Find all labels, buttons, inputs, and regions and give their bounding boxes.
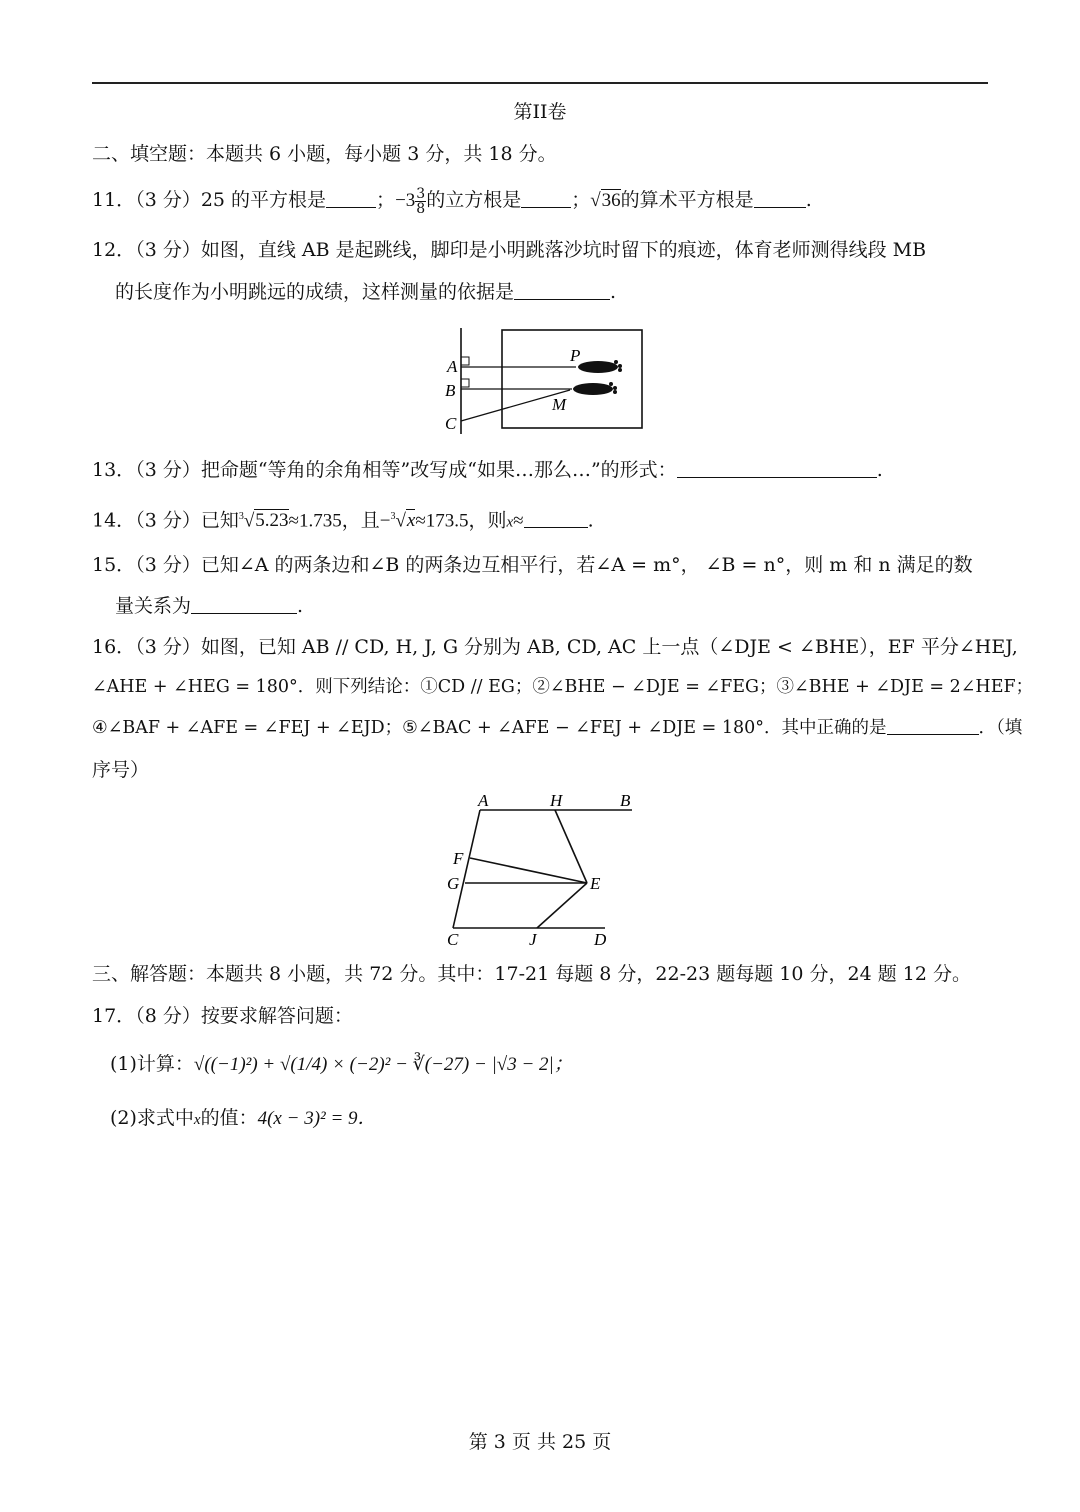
q14-number: 14． <box>92 509 136 532</box>
sand-pit <box>502 330 642 428</box>
q12-end: . <box>610 281 617 303</box>
q14-text-1: 已知 <box>200 509 239 532</box>
fig12-label-b: B <box>445 381 456 400</box>
q17-sub2-text: 的值： <box>200 1107 258 1129</box>
q14-root2-sign-icon: √ <box>395 510 406 532</box>
q13-score: （3 分） <box>135 459 201 481</box>
q11-score: （3 分） <box>135 189 201 211</box>
question-16-line-4: 序号） <box>92 759 150 781</box>
q12-score: （3 分） <box>135 239 201 261</box>
top-rule <box>92 82 988 84</box>
q11-blank-2[interactable] <box>521 189 571 208</box>
q13-end: . <box>876 459 883 481</box>
q17-sub1 <box>110 1050 573 1079</box>
q11-blank-3[interactable] <box>754 189 806 208</box>
q14-text-2: ≈1.735，且− <box>288 510 391 532</box>
section-title: 第II卷 <box>513 101 567 123</box>
part2-heading: 二、填空题：本题共 6 小题，每小题 3 分，共 18 分。 <box>92 143 557 165</box>
q11-frac-den: 8 <box>416 200 426 217</box>
q14-var: x <box>506 514 514 531</box>
q17-sub2-var: x <box>193 1112 201 1128</box>
question-15-line-1 <box>92 551 973 579</box>
part3-heading: 三、解答题：本题共 8 小题，共 72 分。其中：17-21 每题 8 分，22-23 题每题 10 分，24 题 12 分。 <box>92 963 971 985</box>
q12-text-1: 如图，直线 AB 是起跳线，脚印是小明跳落沙坑时留下的痕迹，体育老师测得线段 MB <box>200 239 927 261</box>
q17-number: 17． <box>92 1005 136 1027</box>
fig12-label-a: A <box>447 357 458 376</box>
q13-number: 13． <box>92 459 136 481</box>
fig12-label-m: M <box>552 395 567 414</box>
q12-blank[interactable] <box>514 281 610 300</box>
fig16-label-h: H <box>550 791 563 810</box>
q15-blank[interactable] <box>191 595 297 614</box>
question-16-line-3 <box>92 714 1022 742</box>
fig16-label-a: A <box>478 791 489 810</box>
q14-end: . <box>587 509 594 532</box>
q11-sep-2: ； <box>571 189 591 211</box>
fig16-label-d: D <box>594 930 607 949</box>
q15-text-1: 已知∠A 的两条边和∠B 的两条边互相平行，若∠A = m°， ∠B = n°，则 m 和 n 满足的数 <box>200 554 973 576</box>
footprint-lower-icon <box>573 382 617 395</box>
question-11 <box>92 186 812 216</box>
q15-end: . <box>297 595 304 617</box>
q13-text: 把命题“等角的余角相等”改写成“如果…那么…”的形式： <box>200 459 677 481</box>
q14-root2-index: 3 <box>390 511 396 522</box>
q15-number: 15． <box>92 554 136 576</box>
segment-ac <box>453 810 480 928</box>
fig12-label-c: C <box>445 414 457 433</box>
right-angle-mark-a <box>461 357 469 365</box>
q12-number: 12． <box>92 239 136 261</box>
q13-blank[interactable] <box>677 459 877 478</box>
q11-frac-num: 3 <box>416 185 426 202</box>
q17-sub1-expression: √((−1)²) + √(1/4) × (−2)² − ∛(−27) − |√3 − 2|； <box>193 1054 573 1075</box>
q11-text-1: 25 的平方根是 <box>200 189 327 211</box>
figure-long-jump <box>436 322 650 438</box>
q14-root1-index: 3 <box>238 511 244 522</box>
q11-sqrt-sign: √ <box>590 190 601 211</box>
question-14 <box>92 503 594 536</box>
figure-parallel-lines <box>440 786 640 952</box>
q17-sub2 <box>110 1104 377 1134</box>
fig16-label-j: J <box>529 930 537 949</box>
q14-root1-value: 5.23 <box>255 510 289 532</box>
segment-je <box>537 883 587 928</box>
q14-text-3: ≈173.5，则 <box>415 510 507 532</box>
segment-fe <box>470 858 587 883</box>
q16-blank[interactable] <box>887 716 979 735</box>
question-16-line-1 <box>92 633 1018 661</box>
q14-blank[interactable] <box>524 509 588 528</box>
q17-text: 按要求解答问题： <box>200 1005 353 1027</box>
q15-score: （3 分） <box>135 554 201 576</box>
q17-score: （8 分） <box>135 1005 201 1027</box>
right-angle-mark-b <box>461 379 469 387</box>
q16-text-1: 如图，已知 AB // CD, H, J, G 分别为 AB, CD, AC 上一点（∠DJE < ∠BHE），EF 平分∠HEJ, <box>200 636 1018 658</box>
footprint-upper-icon <box>578 360 622 373</box>
fig16-label-f: F <box>453 849 464 868</box>
q16-text-3: ④∠BAF + ∠AFE = ∠FEJ + ∠EJD；⑤∠BAC + ∠AFE − ∠FEJ + ∠DJE = 180°．其中正确的是 <box>92 718 887 738</box>
q12-text-2: 的长度作为小明跳远的成绩，这样测量的依据是 <box>115 281 515 303</box>
question-16-line-2: ∠AHE + ∠HEG = 180°．则下列结论：①CD // EG；②∠BHE − ∠DJE = ∠FEG；③∠BHE + ∠DJE = 2∠HEF； <box>92 677 1034 697</box>
q11-neg-three: −3 <box>395 190 416 211</box>
question-13 <box>92 456 883 484</box>
q17-sub2-expression: 4(x − 3)² = 9． <box>257 1108 377 1129</box>
q14-root1-sign-icon: √ <box>243 510 255 532</box>
question-12-line-2 <box>115 278 616 306</box>
q11-number: 11． <box>92 189 136 211</box>
q17-sub1-label: (1)计算： <box>110 1053 194 1075</box>
q11-text-3: 的算术平方根是 <box>620 189 754 211</box>
question-17 <box>92 1002 353 1030</box>
q14-score: （3 分） <box>135 509 201 532</box>
q16-score: （3 分） <box>135 636 201 658</box>
q17-sub2-label: (2)求式中 <box>110 1107 194 1129</box>
q16-text-3-end: ．（填 <box>978 718 1023 738</box>
q14-approx: ≈ <box>513 510 524 532</box>
q14-root2-value: x <box>406 510 416 532</box>
fig16-label-g: G <box>447 874 460 893</box>
fig12-label-p: P <box>570 346 581 365</box>
q11-text-2: 的立方根是 <box>426 189 522 211</box>
page-footer: 第 3 页 共 25 页 <box>468 1431 612 1453</box>
q11-sep-1: ； <box>376 189 396 211</box>
q16-number: 16． <box>92 636 136 658</box>
q11-blank-1[interactable] <box>326 189 376 208</box>
q15-text-2: 量关系为 <box>115 595 192 617</box>
fig16-label-b: B <box>620 791 631 810</box>
segment-he <box>555 810 587 883</box>
question-12-line-1 <box>92 236 926 264</box>
q11-sqrt-value: 36 <box>601 190 621 211</box>
fig16-label-e: E <box>590 874 601 893</box>
q11-end: . <box>805 189 812 211</box>
question-15-line-2 <box>115 592 303 620</box>
q11-fraction <box>415 187 426 216</box>
fig16-label-c: C <box>447 930 459 949</box>
